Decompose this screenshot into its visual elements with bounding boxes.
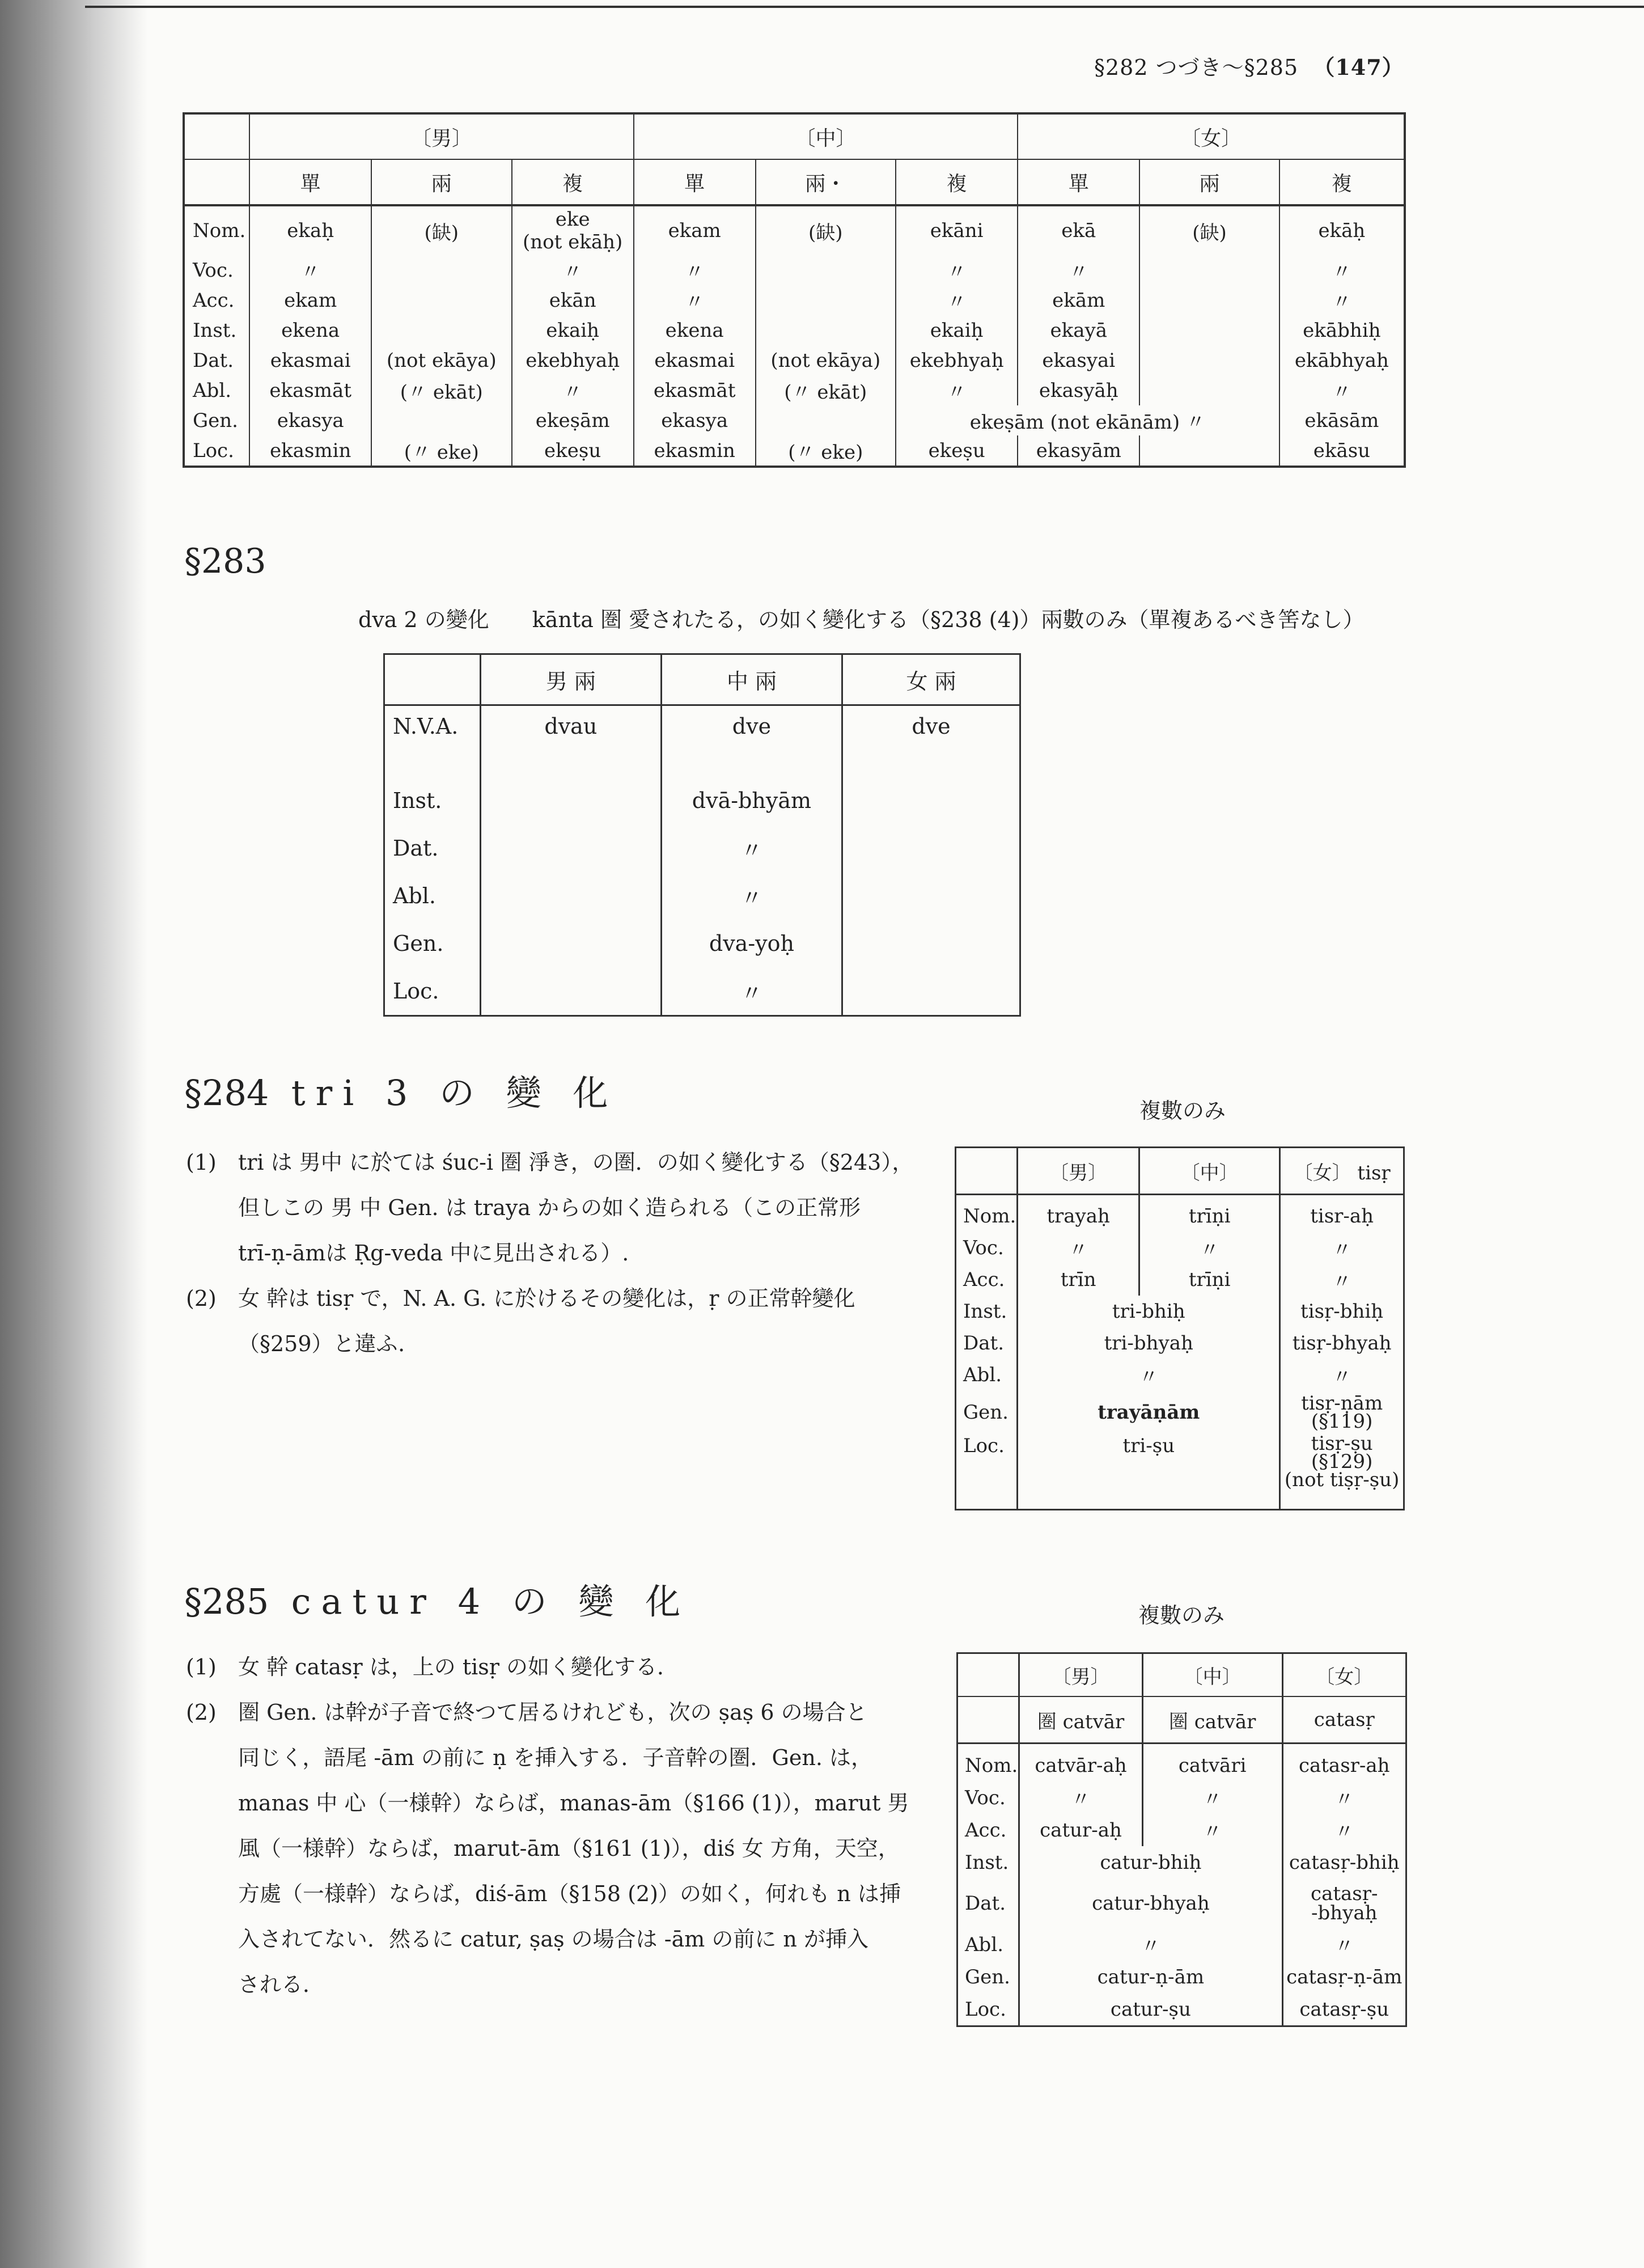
form-cell: dvau (480, 705, 661, 777)
case-label: Dat. (384, 824, 481, 872)
dva-declension-table (383, 653, 1021, 1017)
form-cell: ekābhiḥ (1279, 315, 1405, 345)
case-label: Abl. (384, 872, 481, 920)
table-row (957, 1961, 1406, 1993)
section-284-text (186, 1140, 934, 1366)
form-cell: ekāni (896, 205, 1018, 255)
column-header: 女 兩 (842, 654, 1020, 705)
column-header: 〔男〕 (1018, 1148, 1139, 1195)
corner-cell (957, 1653, 1019, 1697)
case-label: Gen. (956, 1391, 1018, 1434)
table-row (956, 1434, 1404, 1510)
table-row (384, 920, 1020, 967)
gender-header: 〔男〕 (1019, 1653, 1143, 1697)
table-row (384, 872, 1020, 920)
table-row (956, 1232, 1404, 1264)
case-label: Dat. (184, 345, 249, 375)
form-cell: trayaḥ (1018, 1195, 1139, 1233)
table-row (184, 315, 1405, 345)
form-cell: (〃 ekāt) (371, 375, 511, 405)
case-label: Inst. (384, 777, 481, 824)
form-cell (371, 315, 511, 345)
form-cell: (缺) (756, 205, 896, 255)
table-row (957, 1782, 1406, 1814)
form-cell: dve (661, 705, 842, 777)
form-cell (371, 405, 511, 435)
column-header: 〔女〕 tisṛ (1280, 1148, 1404, 1195)
form-cell: eke (not ekāḥ) (512, 205, 634, 255)
paragraph-line: manas 中 心（一様幹）ならば，manas-ām（§166 (1)），marut 男 (238, 1791, 909, 1816)
case-label: Acc. (957, 1814, 1019, 1846)
paragraph-line: 但しこの 男 中 Gen. は traya からの如く造られる（この正常形 (238, 1195, 861, 1220)
paragraph-line: 圏 Gen. は幹が子音で終つて居るけれども，次の ṣaṣ 6 の場合と (238, 1700, 867, 1725)
case-label: Gen. (184, 405, 249, 435)
case-label: Acc. (184, 285, 249, 315)
form-cell (756, 315, 896, 345)
form-cell: ekaiḥ (512, 315, 634, 345)
form-cell: 〃 (1280, 1264, 1404, 1296)
form-cell: trayāṇām (1018, 1391, 1280, 1434)
paragraph-line: tri は 男中 に於ては śuc-i 圏 淨き，の圏．の如く變化する（§243）， (238, 1150, 914, 1175)
form-cell: ekasmāt (634, 375, 756, 405)
form-cell: 〃 (512, 375, 634, 405)
number-header: 複 (1279, 159, 1405, 205)
case-label: Dat. (957, 1878, 1019, 1928)
form-cell: 〃 (896, 285, 1018, 315)
form-cell: 〃 (1282, 1782, 1406, 1814)
numbered-paragraph (186, 1644, 934, 1690)
corner-cell (957, 1696, 1019, 1744)
table-row (956, 1359, 1404, 1391)
section-number: §284 (184, 1072, 269, 1114)
table-row (184, 255, 1405, 285)
gender-header: 〔女〕 (1282, 1653, 1406, 1697)
form-cell: 〃 (1279, 375, 1405, 405)
paragraph-line: 同じく，語尾 -ām の前に ṇ を挿入する．子音幹の圏．Gen. は， (238, 1745, 873, 1770)
form-cell (371, 285, 511, 315)
corner-cell (184, 113, 249, 159)
form-cell: catasr-aḥ (1282, 1744, 1406, 1782)
section-285-title (184, 1573, 690, 1624)
eka-declension-table (183, 112, 1406, 468)
form-cell (480, 920, 661, 967)
form-cell: catasṛ-ṇ-ām (1282, 1961, 1406, 1993)
form-cell: 〃 (512, 255, 634, 285)
form-cell: ekān (512, 285, 634, 315)
numbered-paragraph (186, 1690, 934, 2007)
plural-only-note: 複數のみ (1139, 1098, 1226, 1123)
form-cell: tisṛ-bhiḥ (1280, 1296, 1404, 1327)
section-284-title (184, 1065, 618, 1115)
gender-header: 〔中〕 (634, 113, 1018, 159)
form-cell: trīṇi (1139, 1195, 1280, 1233)
case-label: Dat. (956, 1327, 1018, 1359)
top-rule (85, 6, 1644, 8)
section-heading: tri 3 の 變 化 (291, 1072, 618, 1114)
case-label: Gen. (957, 1961, 1019, 1993)
form-cell: 〃 (1018, 255, 1139, 285)
form-cell: 〃 (896, 255, 1018, 285)
case-label: Nom. (957, 1744, 1019, 1782)
number-header: 單 (634, 159, 756, 205)
form-cell: dvā-bhyām (661, 777, 842, 824)
form-cell: (not ekāya) (371, 345, 511, 375)
form-cell: ekāsām (1279, 405, 1405, 435)
table-row (184, 435, 1405, 467)
form-cell (842, 824, 1020, 872)
form-cell (1139, 285, 1279, 315)
case-label: Loc. (184, 435, 249, 467)
form-cell: ekebhyaḥ (896, 345, 1018, 375)
form-cell: ekasyai (1018, 345, 1139, 375)
form-cell: catur-ṇ-ām (1019, 1961, 1282, 1993)
stem-header: 圏 catvār (1019, 1696, 1143, 1744)
case-label: Voc. (957, 1782, 1019, 1814)
case-label: Abl. (184, 375, 249, 405)
stem-header: 圏 catvār (1142, 1696, 1282, 1744)
tri-declension-table (955, 1146, 1405, 1510)
form-cell (756, 285, 896, 315)
form-cell: ekayā (1018, 315, 1139, 345)
form-cell (480, 872, 661, 920)
form-cell: ekasyām (1018, 435, 1139, 467)
case-label: Voc. (184, 255, 249, 285)
form-cell: ekeṣām (not ekānām) 〃 (896, 405, 1279, 435)
form-cell: 〃 (661, 967, 842, 1016)
number-header: 複 (512, 159, 634, 205)
paragraph-line: （§259）と違ふ． (238, 1331, 420, 1356)
case-label: Inst. (956, 1296, 1018, 1327)
paragraph-number: (2) (186, 1700, 217, 1725)
plural-only-note: 複數のみ (1138, 1603, 1225, 1628)
number-header: 兩 (371, 159, 511, 205)
gender-header: 〔女〕 (1018, 113, 1405, 159)
form-cell (480, 777, 661, 824)
form-cell: catur-bhiḥ (1019, 1846, 1282, 1878)
section-283-description: dva 2 の變化 kānta 圏 愛されたる，の如く變化する（§238 (4)）兩數のみ（單複あるべき筈なし） (358, 607, 1365, 632)
corner-cell (956, 1148, 1018, 1195)
form-cell (756, 405, 896, 435)
dva-table-body (384, 705, 1020, 1016)
table-row (957, 1846, 1406, 1878)
case-label: Nom. (184, 205, 249, 255)
form-cell: ekasmai (634, 345, 756, 375)
paragraph-line: 女 幹は tisṛ で，N. A. G. に於けるその變化は，ṛ の正常幹變化 (238, 1286, 855, 1311)
form-cell: ekasmin (249, 435, 371, 467)
table-row (384, 777, 1020, 824)
page-number: （147） (1313, 54, 1404, 80)
form-cell: ekeṣu (896, 435, 1018, 467)
paragraph-line: 風（一様幹）ならば，marut-ām（§161 (1)），diś 女 方角，天空， (238, 1836, 900, 1861)
form-cell: (〃 eke) (756, 435, 896, 467)
case-label: Loc. (956, 1434, 1018, 1510)
form-cell: 〃 (1142, 1782, 1282, 1814)
form-cell: catur-bhyaḥ (1019, 1878, 1282, 1928)
form-cell: (缺) (371, 205, 511, 255)
table-row (956, 1264, 1404, 1296)
column-header: 男 兩 (480, 654, 661, 705)
table-row (384, 967, 1020, 1016)
number-header: 兩・ (756, 159, 896, 205)
form-cell: ekebhyaḥ (512, 345, 634, 375)
form-cell: 〃 (1018, 1232, 1139, 1264)
form-cell: ekeṣu (512, 435, 634, 467)
form-cell: (not ekāya) (756, 345, 896, 375)
form-cell: 〃 (1280, 1232, 1404, 1264)
form-cell: 〃 (1279, 285, 1405, 315)
paragraph-line: 女 幹 catasṛ は，上の tisṛ の如く變化する． (238, 1655, 679, 1679)
form-cell: catvār-aḥ (1019, 1744, 1143, 1782)
form-cell: (〃 eke) (371, 435, 511, 467)
section-283-title: §283 (184, 541, 266, 581)
form-cell: catasṛ-bhiḥ (1282, 1846, 1406, 1878)
table-row (957, 1878, 1406, 1928)
paragraph-line: 入されてない．然るに catur, ṣaṣ の場合は -ām の前に n が挿入 (238, 1927, 868, 1952)
form-cell (842, 777, 1020, 824)
form-cell: dve (842, 705, 1020, 777)
form-cell: ekasyāḥ (1018, 375, 1139, 405)
table-row (184, 205, 1405, 255)
case-label: Nom. (956, 1195, 1018, 1233)
table-row (957, 1744, 1406, 1782)
paragraph-line: trī-ṇ-āmは Ṛg-veda 中に見出される）. (238, 1241, 629, 1266)
number-header: 兩 (1139, 159, 1279, 205)
gender-header: 〔男〕 (249, 113, 634, 159)
case-label: Acc. (956, 1264, 1018, 1296)
section-number: §285 (184, 1581, 269, 1622)
form-cell: ekasya (249, 405, 371, 435)
form-cell: ekaiḥ (896, 315, 1018, 345)
form-cell: catasṛ-ṣu (1282, 1993, 1406, 2026)
form-cell (842, 967, 1020, 1016)
form-cell: ekam (634, 205, 756, 255)
number-header: 單 (249, 159, 371, 205)
paragraph-number: (1) (186, 1655, 217, 1679)
table-row (957, 1993, 1406, 2026)
paragraph-number: (2) (186, 1286, 217, 1311)
form-cell: catasṛ- -bhyaḥ (1282, 1878, 1406, 1928)
eka-table-body (184, 205, 1405, 467)
form-cell: ekām (1018, 285, 1139, 315)
form-cell (842, 872, 1020, 920)
form-cell: 〃 (1282, 1814, 1406, 1846)
form-cell: ekena (634, 315, 756, 345)
form-cell: ekasmin (634, 435, 756, 467)
table-row (184, 285, 1405, 315)
form-cell (371, 255, 511, 285)
form-cell: 〃 (661, 872, 842, 920)
form-cell: 〃 (1018, 1359, 1280, 1391)
form-cell: ekāḥ (1279, 205, 1405, 255)
column-header: 中 兩 (661, 654, 842, 705)
case-label: Voc. (956, 1232, 1018, 1264)
form-cell (1139, 315, 1279, 345)
form-cell: ekāsu (1279, 435, 1405, 467)
corner-cell (384, 654, 481, 705)
form-cell (1139, 375, 1279, 405)
form-cell: 〃 (1142, 1814, 1282, 1846)
case-label: Abl. (957, 1928, 1019, 1961)
form-cell (480, 967, 661, 1016)
form-cell: ekam (249, 285, 371, 315)
form-cell: tri-ṣu (1018, 1434, 1280, 1510)
number-header: 複 (896, 159, 1018, 205)
gender-header: 〔中〕 (1142, 1653, 1282, 1697)
form-cell: 〃 (1282, 1928, 1406, 1961)
form-cell: 〃 (661, 824, 842, 872)
case-label: Inst. (184, 315, 249, 345)
case-label: Inst. (957, 1846, 1019, 1878)
section-heading: catur 4 の 變 化 (291, 1581, 691, 1622)
form-cell: (〃 ekāt) (756, 375, 896, 405)
table-row (184, 345, 1405, 375)
stem-header: catasṛ (1282, 1696, 1406, 1744)
page-edge-shadow (0, 0, 147, 2268)
form-cell: 〃 (1019, 1782, 1143, 1814)
form-cell: 〃 (1280, 1359, 1404, 1391)
catur-table-body (957, 1744, 1406, 2026)
numbered-paragraph (186, 1140, 934, 1276)
form-cell: catvāri (1142, 1744, 1282, 1782)
form-cell (1139, 255, 1279, 285)
number-header: 單 (1018, 159, 1139, 205)
corner-cell (184, 159, 249, 205)
form-cell: 〃 (634, 285, 756, 315)
numbered-paragraph (186, 1276, 934, 1366)
form-cell: catur-ṣu (1019, 1993, 1282, 2026)
form-cell (1139, 435, 1279, 467)
form-cell: tri-bhiḥ (1018, 1296, 1280, 1327)
form-cell: tisṛ-bhyaḥ (1280, 1327, 1404, 1359)
form-cell: 〃 (1019, 1928, 1282, 1961)
form-cell: ekābhyaḥ (1279, 345, 1405, 375)
form-cell: ekeṣām (512, 405, 634, 435)
section-285-text (186, 1644, 934, 2007)
form-cell: (缺) (1139, 205, 1279, 255)
running-header (1094, 50, 1404, 81)
form-cell: tri-bhyaḥ (1018, 1327, 1280, 1359)
table-row (956, 1195, 1404, 1233)
table-row (956, 1327, 1404, 1359)
table-row (957, 1814, 1406, 1846)
paragraph-line: 方處（一様幹）ならば，diś-ām（§158 (2)）の如く，何れも n は挿 (238, 1881, 901, 1906)
table-row (957, 1928, 1406, 1961)
case-label: Loc. (384, 967, 481, 1016)
case-label: N.V.A. (384, 705, 481, 777)
form-cell: ekaḥ (249, 205, 371, 255)
paragraph-line: される． (238, 1972, 325, 1997)
case-label: Gen. (384, 920, 481, 967)
form-cell: ekā (1018, 205, 1139, 255)
table-row (184, 375, 1405, 405)
table-row (384, 705, 1020, 777)
form-cell: ekasmai (249, 345, 371, 375)
paragraph-number: (1) (186, 1150, 217, 1175)
case-label: Abl. (956, 1359, 1018, 1391)
tri-table-body (956, 1195, 1404, 1510)
table-row (184, 405, 1405, 435)
form-cell: trīṇi (1139, 1264, 1280, 1296)
table-row (384, 824, 1020, 872)
form-cell (756, 255, 896, 285)
form-cell: tisṛ-ṣu (§129) (not tiṣṛ-ṣu) (1280, 1434, 1404, 1510)
form-cell: 〃 (634, 255, 756, 285)
form-cell: 〃 (1279, 255, 1405, 285)
form-cell (842, 920, 1020, 967)
column-header: 〔中〕 (1139, 1148, 1280, 1195)
table-row (956, 1296, 1404, 1327)
form-cell: 〃 (1139, 1232, 1280, 1264)
form-cell: trīn (1018, 1264, 1139, 1296)
form-cell: 〃 (896, 375, 1018, 405)
form-cell: dva-yoḥ (661, 920, 842, 967)
form-cell: 〃 (249, 255, 371, 285)
form-cell: catur-aḥ (1019, 1814, 1143, 1846)
form-cell: ekena (249, 315, 371, 345)
form-cell: ekasya (634, 405, 756, 435)
case-label: Loc. (957, 1993, 1019, 2026)
table-row (956, 1391, 1404, 1434)
form-cell: tisr-aḥ (1280, 1195, 1404, 1233)
header-text: §282 つづき〜§285 (1094, 55, 1299, 80)
catur-declension-table (956, 1652, 1407, 2027)
form-cell: ekasmāt (249, 375, 371, 405)
form-cell (1139, 345, 1279, 375)
form-cell: tisṛ-ṇām (§119) (1280, 1391, 1404, 1434)
form-cell (480, 824, 661, 872)
